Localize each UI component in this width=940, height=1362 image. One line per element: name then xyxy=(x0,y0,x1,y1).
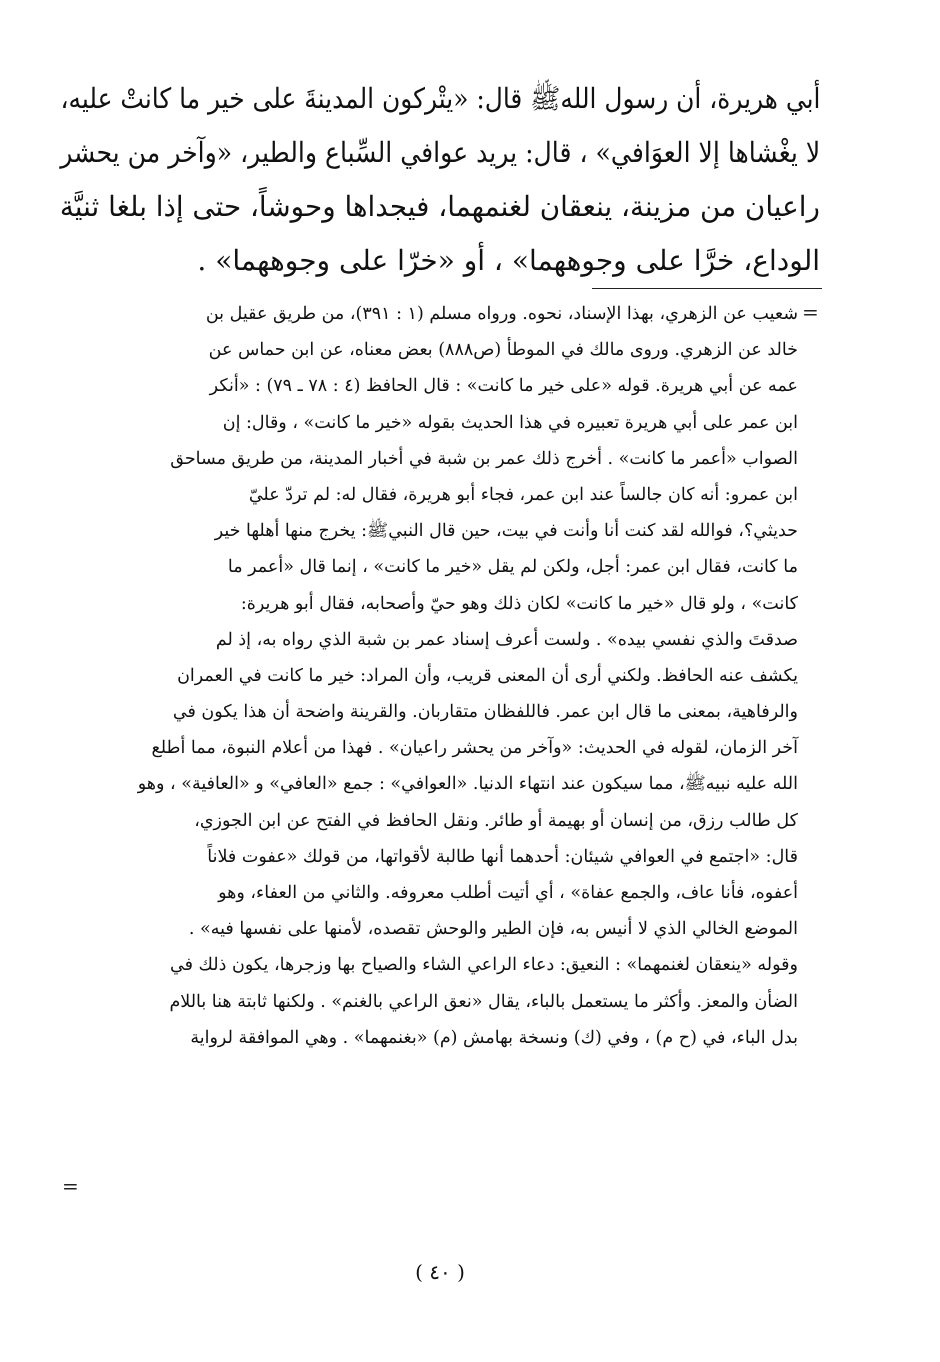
footnote-line: عمه عن أبي هريرة. قوله «على خير ما كانت» : قال الحافظ (٤ : ٧٨ ـ ٧٩) : «أنكر xyxy=(209,376,798,397)
footnote-line: الضأن والمعز. وأكثر ما يستعمل بالباء، يقال «نعق الراعي بالغنم» . ولكنها ثابتة هنا باللام xyxy=(169,991,798,1012)
footnote-line: الله عليه نبيهﷺ، مما سيكون عند انتهاء الدنيا. «العوافي» : جمع «العافي» و «العافية» ، وهو xyxy=(137,774,798,795)
footnote-separator-rule xyxy=(592,288,822,289)
footnotes-block xyxy=(108,296,798,1056)
footnote-line: أعفوه، فأنا عاف، والجمع عفاة» ، أي أتيت أطلب معروفه. والثاني من العفاء، وهو xyxy=(218,883,798,903)
footnote-line: آخر الزمان، لقوله في الحديث: «وآخر من يحشر راعيان» . فهذا من أعلام النبوة، مما أطلع xyxy=(151,738,798,759)
hadith-main-text xyxy=(60,72,820,288)
footnote-line: صدقتَ والذي نفسي بيده» . ولست أعرف إسناد عمر بن شبة الذي رواه به، إذ لم xyxy=(215,629,798,650)
footnote-line: والرفاهية، بمعنى ما قال ابن عمر. فاللفظان متقاربان. والقرينة واضحة أن هذا يكون في xyxy=(172,702,798,723)
main-text-line: أبي هريرة، أن رسول اللهﷺ قال: «يتْركون المدينةَ على خير ما كانتْ عليه، xyxy=(60,82,820,115)
footnote-line: كل طالب رزق، من إنسان أو بهيمة أو طائر. ونقل الحافظ في الفتح عن ابن الجوزي، xyxy=(194,810,798,831)
footnote-line: وقوله «ينعقان لغنمهما» : النعيق: دعاء الراعي الشاء والصياح بها وزجرها، يكون ذلك في xyxy=(170,955,798,976)
footnote-line: حديثي؟، فوالله لقد كنت أنا وأنت في بيت، حين قال النبيﷺ: يخرج منها أهلها خير xyxy=(214,521,798,542)
footnote-line: كانت» ، ولو قال «خير ما كانت» لكان ذلك وهو حيّ وأصحابه، فقال أبو هريرة: xyxy=(240,593,798,614)
footnote-continuation-marker-bottom: = xyxy=(62,1174,79,1198)
footnote-continuation-marker-top: = xyxy=(802,300,819,324)
footnote-line: يكشف عنه الحافظ. ولكني أرى أن المعنى قريب، وأن المراد: خير ما كانت في العمران xyxy=(177,665,798,686)
main-text-line: الوداع، خرَّا على وجوههما» ، أو «خرّا على وجوههما» . xyxy=(197,244,820,277)
page-number: ( ٤٠ ) xyxy=(415,1260,465,1284)
footnote-line: قال: «اجتمع في العوافي شيئان: أحدهما أنها طالبة لأقواتها، من قولك «عفوت فلاناً xyxy=(207,846,798,867)
main-text-line: راعيان من مزينة، ينعقان لغنمهما، فيجداها وحوشاً، حتى إذا بلغا ثنيَّة xyxy=(60,190,820,223)
footnote-line: ابن عمر على أبي هريرة تعبيره في هذا الحديث بقوله «خير ما كانت» ، وقال: إن xyxy=(222,412,798,433)
footnote-line: الصواب «أعمر ما كانت» . أخرج ذلك عمر بن شبة في أخبار المدينة، من طريق مساحق xyxy=(170,448,798,469)
footnote-line: خالد عن الزهري. وروى مالك في الموطأ (ص٨٨٨) بعض معناه، عن ابن حماس عن xyxy=(208,340,798,361)
footnote-line: ما كانت، فقال ابن عمر: أجل، ولكن لم يقل «خير ما كانت» ، إنما قال «أعمر ما xyxy=(227,557,798,578)
footnote-line: الموضع الخالي الذي لا أنيس به، فإن الطير والوحش تقصده، لأمنها على نفسها فيه» . xyxy=(188,919,798,940)
footnote-line: بدل الباء، في (ح م) ، وفي (ك) ونسخة بهامش (م) «بغنمهما» . وهي الموافقة لرواية xyxy=(190,1027,798,1048)
footnote-line: ابن عمرو: أنه كان جالساً عند ابن عمر، فجاء أبو هريرة، فقال له: لم تردّ عليّ xyxy=(248,484,798,505)
main-text-line: لا يغْشاها إلا العوَافي» ، قال: يريد عوافي السِّباع والطير، «وآخر من يحشر xyxy=(60,136,820,169)
footnote-line: شعيب عن الزهري، بهذا الإسناد، نحوه. ورواه مسلم (١ : ٣٩١)، من طريق عقيل بن xyxy=(205,304,798,324)
